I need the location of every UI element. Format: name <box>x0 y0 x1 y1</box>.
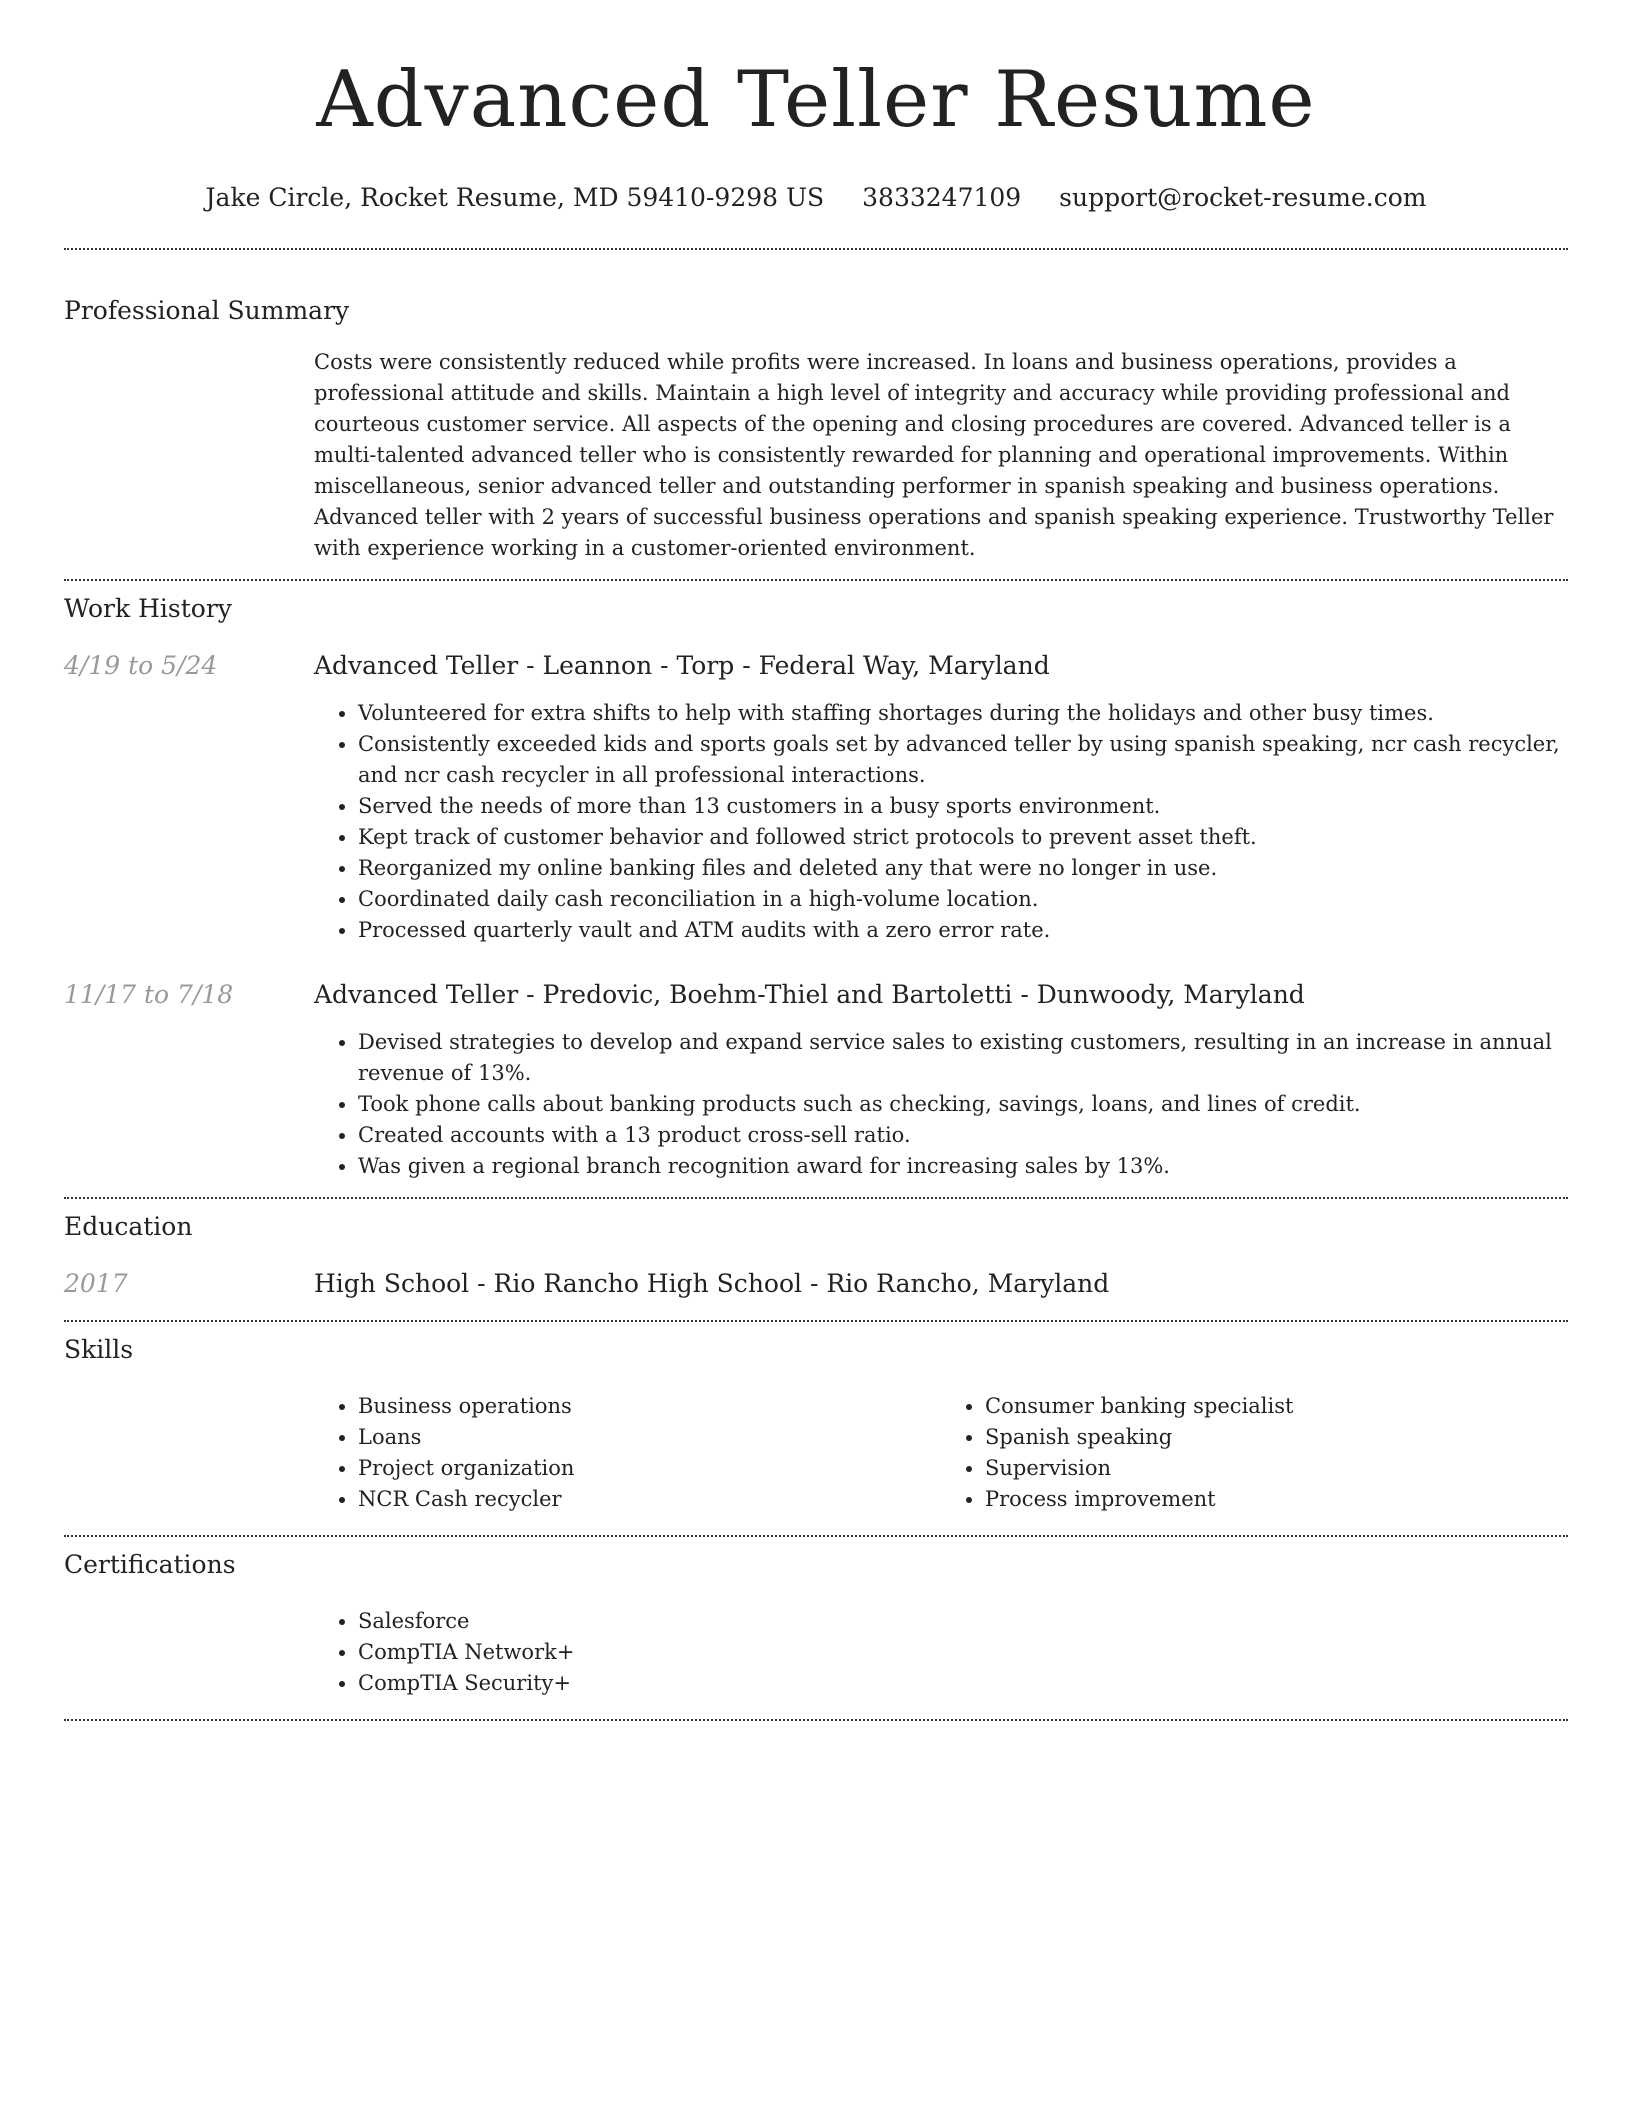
list-item: • Was given a regional branch recognition award for increasing sales by 13%. <box>358 1151 1568 1182</box>
summary-text: Costs were consistently reduced while profits were increased. In loans and business operations, provides a professional attitude and skills. Maintain a high level of integrity and accuracy while providing professional and courteous customer service. All aspects of the opening and closing procedures are covered. Advanced teller is a multi-talented advanced teller who is consistently rewarded for planning and operational improvements. Within miscellaneous, senior advanced teller and outstanding performer in spanish speaking and business operations. Advanced teller with 2 years of successful business operations and spanish speaking experience. Trustworthy Teller with experience working in a customer-oriented environment. <box>314 350 1554 560</box>
certifications-section <box>64 1537 1568 1699</box>
education-year: 2017 <box>64 1269 128 1298</box>
section-title-summary: Professional Summary <box>64 296 350 325</box>
skill-item: • Business operations <box>358 1391 941 1422</box>
job-entry <box>64 650 1568 946</box>
list-item: • Reorganized my online banking files and deleted any that were no longer in use. <box>358 853 1568 884</box>
job-heading: Advanced Teller - Predovic, Boehm-Thiel and Bartoletti - Dunwoody, Maryland <box>314 980 1305 1009</box>
list-item: • Created accounts with a 13 product cross-sell ratio. <box>358 1120 1568 1151</box>
skill-item: • NCR Cash recycler <box>358 1484 941 1515</box>
resume-title: Advanced Teller Resume <box>316 55 1316 145</box>
certification-item: • CompTIA Network+ <box>358 1637 1568 1668</box>
job-heading: Advanced Teller - Leannon - Torp - Federal Way, Maryland <box>314 651 1050 680</box>
education-section <box>64 1199 1568 1300</box>
work-section <box>64 581 1568 1182</box>
job-dates: 4/19 to 5/24 <box>64 651 218 680</box>
contact-address: Jake Circle, Rocket Resume, MD 59410-9298 US <box>205 183 825 212</box>
list-item: • Volunteered for extra shifts to help with staffing shortages during the holidays and other busy times. <box>358 698 1568 729</box>
job-entry <box>64 979 1568 1182</box>
contact-line <box>64 182 1568 214</box>
skills-list-right <box>941 1391 1568 1515</box>
education-heading: High School - Rio Rancho High School - Rio Rancho, Maryland <box>314 1269 1110 1298</box>
list-item: • Processed quarterly vault and ATM audits with a zero error rate. <box>358 915 1568 946</box>
skill-item: • Project organization <box>358 1453 941 1484</box>
contact-phone: 3833247109 <box>862 183 1022 212</box>
skill-item: • Consumer banking specialist <box>985 1391 1568 1422</box>
skills-section <box>64 1322 1568 1515</box>
divider <box>64 1719 1568 1721</box>
list-item: • Devised strategies to develop and expand service sales to existing customers, resulting in an increase in annual revenue of 13%. <box>358 1027 1568 1089</box>
section-title-work: Work History <box>64 594 232 623</box>
list-item: • Coordinated daily cash reconciliation in a high-volume location. <box>358 884 1568 915</box>
certifications-list <box>314 1606 1568 1699</box>
list-item: • Kept track of customer behavior and followed strict protocols to prevent asset theft. <box>358 822 1568 853</box>
skill-item: • Spanish speaking <box>985 1422 1568 1453</box>
certification-item: • Salesforce <box>358 1606 1568 1637</box>
job-bullets <box>314 1027 1568 1182</box>
resume-page <box>64 0 1568 1721</box>
list-item: • Took phone calls about banking products such as checking, savings, loans, and lines of credit. <box>358 1089 1568 1120</box>
skill-item: • Supervision <box>985 1453 1568 1484</box>
skill-item: • Process improvement <box>985 1484 1568 1515</box>
list-item: • Consistently exceeded kids and sports goals set by advanced teller by using spanish speaking, ncr cash recycler, and ncr cash recycler in all professional interactions. <box>358 729 1568 791</box>
job-dates: 11/17 to 7/18 <box>64 980 234 1009</box>
list-item: • Served the needs of more than 13 customers in a busy sports environment. <box>358 791 1568 822</box>
section-title-skills: Skills <box>64 1335 134 1364</box>
contact-email: support@rocket-resume.com <box>1059 183 1427 212</box>
section-title-certifications: Certifications <box>64 1550 236 1579</box>
summary-section <box>64 250 1568 564</box>
skill-item: • Loans <box>358 1422 941 1453</box>
certification-item: • CompTIA Security+ <box>358 1668 1568 1699</box>
skills-list-left <box>314 1391 941 1515</box>
job-bullets <box>314 698 1568 946</box>
section-title-education: Education <box>64 1212 193 1241</box>
